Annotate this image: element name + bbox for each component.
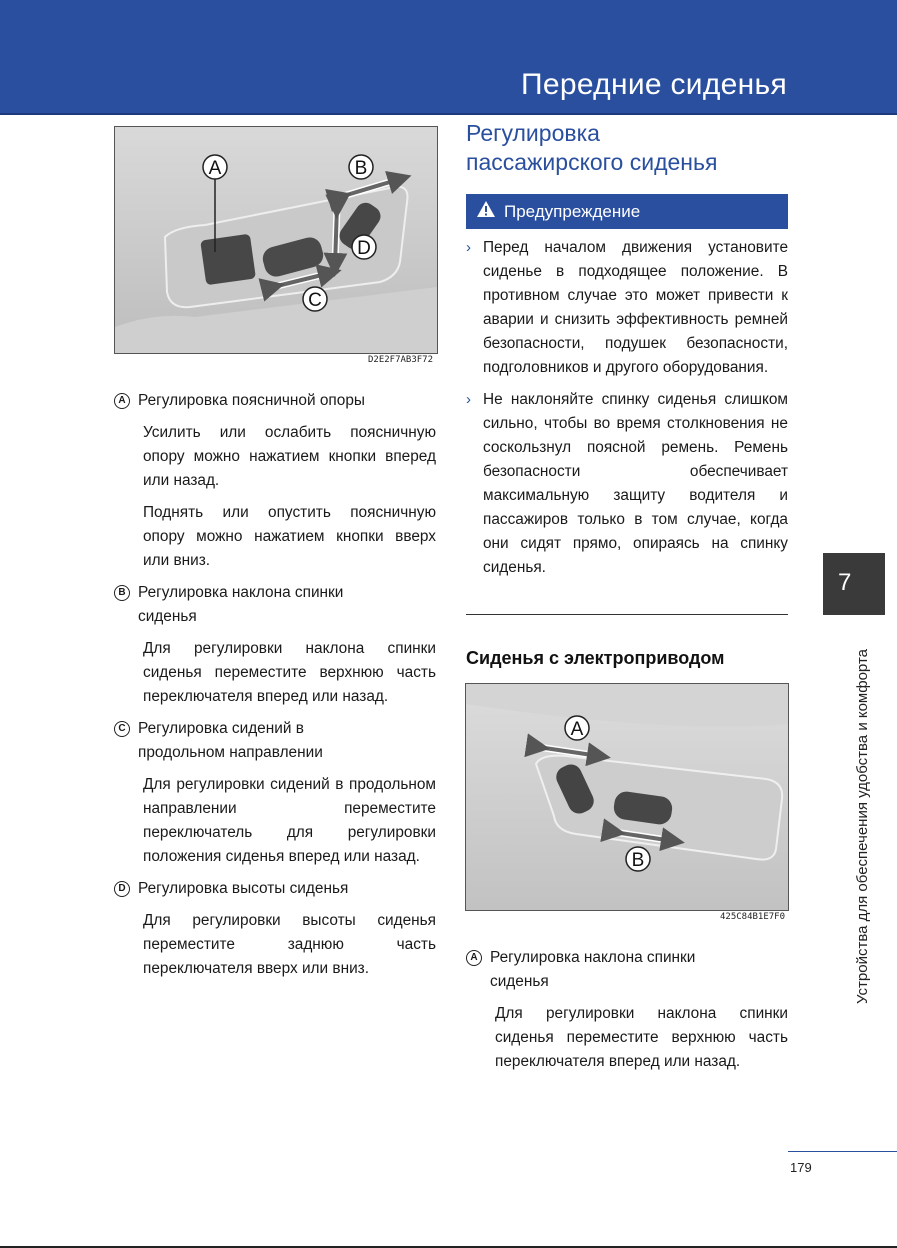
item-a-right [466,946,788,994]
letter-a-badge: A [114,393,130,409]
figure-1-code: D2E2F7AB3F72 [368,355,434,365]
letter-d-badge: D [114,881,130,897]
item-d-title: Регулировка высоты сиденья [138,880,349,897]
item-c [114,717,436,765]
item-a-right-title: Регулировка наклона спинки сиденья [490,949,696,990]
callout-a: A [208,158,222,179]
letter-c-badge: C [114,721,130,737]
warning-item-2 [466,388,788,580]
seat-controls-figure-2 [465,683,789,911]
page-title: Передние сиденья [521,68,787,101]
figure-2-code: 425C84B1E7F0 [720,912,786,922]
callout-d: D [357,238,371,259]
item-b [114,581,436,629]
warning-end-divider [466,614,788,615]
subsection-heading: Сиденья с электроприводом [466,648,725,668]
section-title [466,119,796,177]
item-a-right-para: Для регулировки наклона спинки сиденья переместите верхнюю часть переключателя вперед или назад. [495,1005,788,1070]
warning-list [466,236,788,580]
left-column [114,389,436,981]
letter-a-badge: A [466,950,482,966]
page-number: 179 [790,1160,812,1175]
item-a-para-2: Поднять или опустить поясничную опору можно нажатием кнопки вверх или вниз. [143,504,436,569]
callout-c: C [308,290,322,311]
warning-item-2-text: Не наклоняйте спинку сиденья слишком сильно, чтобы во время столкновения не соскользнул поясной ремень. Ремень безопасности обеспечивает максимальную защиту водителя и пассажиров только в том случае, когда они сидят прямо, опираясь на спинку сиденья. [483,391,788,576]
item-b-para: Для регулировки наклона спинки сиденья переместите верхнюю часть переключателя вперед или назад. [143,640,436,705]
callout-a: A [570,719,584,740]
footer-divider [788,1151,897,1152]
item-b-title: Регулировка наклона спинки сиденья [138,584,344,625]
power-seat-item [466,946,788,1074]
chapter-title-vertical: Устройства для обеспечения удобства и комфорта [854,649,871,1004]
warning-item-1 [466,236,788,380]
warning-item-1-text: Перед началом движения установите сиденье в подходящее положение. В противном случае это может привести к аварии и снизить эффективность ремней безопасности, подушек безопасности, подголовников и другого оборудования. [483,239,788,376]
warning-label: Предупреждение [504,202,641,221]
seat-panel-illustration [115,127,437,353]
warning-banner [466,194,788,229]
item-a-para-1: Усилить или ослабить поясничную опору можно нажатием кнопки вперед или назад. [143,424,436,489]
item-d-para: Для регулировки высоты сиденья переместите заднюю часть переключателя вверх или вниз. [143,912,436,977]
item-d [114,877,436,901]
chevron-right-icon: › [466,391,471,408]
section-title-line-2: пассажирского сиденья [466,149,718,175]
item-c-para: Для регулировки сидений в продольном направлении переместите переключатель для регулировки положения сиденья вперед или назад. [143,776,436,865]
seat-controls-figure-1 [114,126,438,354]
item-a [114,389,436,413]
item-c-title: Регулировка сидений в продольном направлении [138,720,323,761]
power-seat-illustration [466,684,788,910]
warning-triangle-icon [476,195,496,230]
callout-b: B [354,158,368,179]
header-divider [0,113,897,115]
chapter-tab [823,553,885,615]
callout-b: B [631,850,645,871]
page-header [0,0,897,113]
chevron-right-icon: › [466,239,471,256]
chapter-number: 7 [838,569,852,596]
item-a-title: Регулировка поясничной опоры [138,392,365,409]
section-title-line-1: Регулировка [466,120,600,146]
letter-b-badge: B [114,585,130,601]
